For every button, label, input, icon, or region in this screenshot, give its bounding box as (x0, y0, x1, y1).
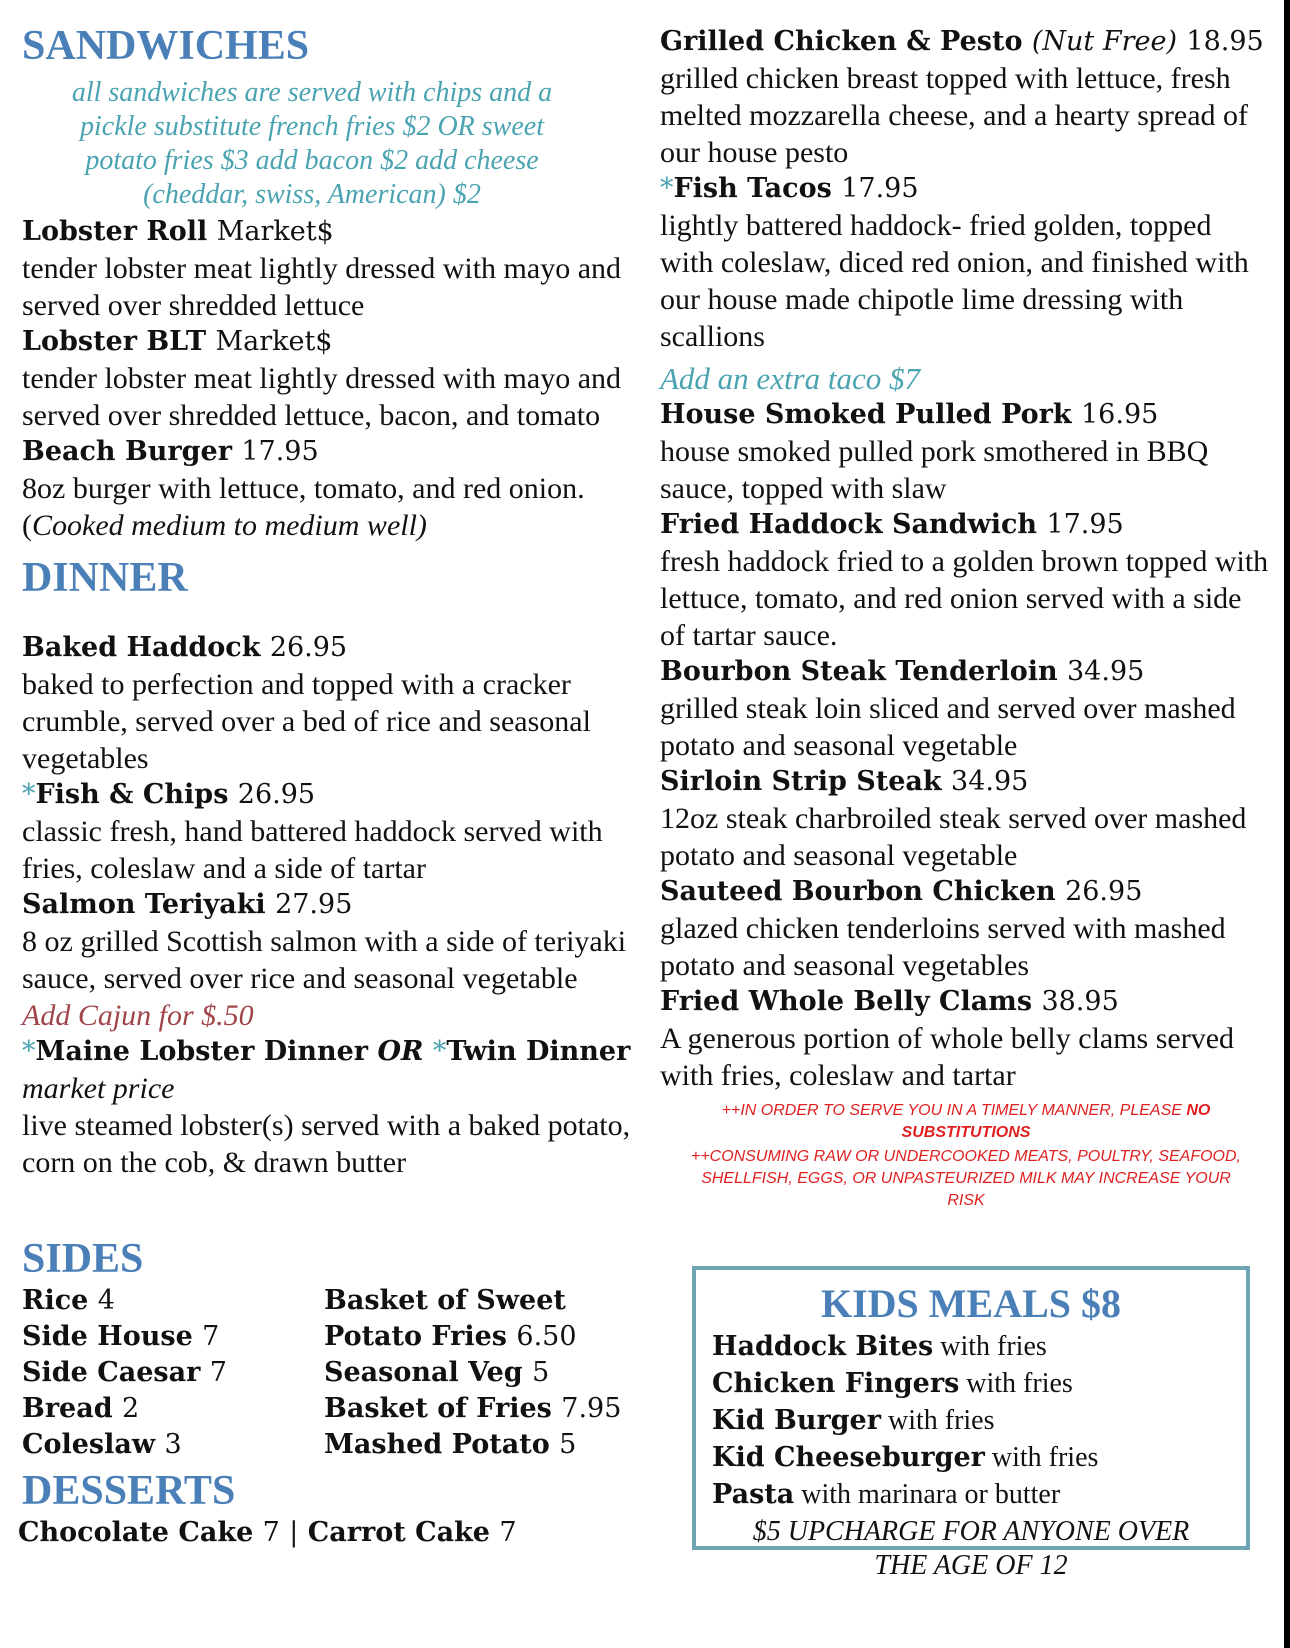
left-column (18, 0, 632, 1551)
item-price: 34.95 (1067, 656, 1145, 687)
menu-item (660, 24, 1272, 171)
sandwiches-heading: SANDWICHES (22, 23, 310, 69)
item-name: Bourbon Steak Tenderloin (660, 656, 1058, 687)
menu-item (22, 777, 632, 887)
menu-item (22, 887, 632, 1034)
menu-item (660, 654, 1272, 764)
dinner-heading: DINNER (22, 555, 188, 601)
item-price: 26.95 (1065, 876, 1143, 907)
item-desc: 8 oz grilled Scottish salmon with a side of teriyaki sauce, served over rice and seasonal vegetable (22, 925, 627, 995)
side-item: Side House 7 (22, 1321, 220, 1352)
item-name: Salmon Teriyaki (22, 889, 266, 920)
item-price: Market$ (215, 326, 333, 357)
kids-upcharge: $5 UPCHARGE FOR ANYONE OVER THE AGE OF 12 (752, 1516, 1190, 1581)
kids-heading: KIDS MEALS $8 (820, 1281, 1122, 1326)
desserts-line (18, 1515, 632, 1551)
star-marker: * (660, 173, 674, 204)
item-desc: grilled chicken breast topped with lettuce, fresh melted mozzarella cheese, and a hearty spread of our house pesto (660, 62, 1249, 169)
menu-item (660, 984, 1272, 1094)
item-price: 38.95 (1041, 986, 1119, 1017)
side-item: Basket of Sweet (324, 1285, 566, 1316)
no-substitutions-notice: ++IN ORDER TO SERVE YOU IN A TIMELY MANNER, PLEASE NO SUBSTITUTIONS (721, 1102, 1211, 1141)
star-marker: * (22, 779, 36, 810)
kids-item: Haddock Bites with fries (712, 1331, 1047, 1362)
kids-item: Kid Cheeseburger with fries (712, 1442, 1099, 1473)
item-desc: house smoked pulled pork smothered in BBQ sauce, topped with slaw (660, 435, 1209, 505)
kids-meals-box (692, 1266, 1250, 1581)
menu-item (660, 874, 1272, 984)
item-name: Baked Haddock (22, 632, 261, 663)
item-price: market price (22, 1072, 175, 1105)
dessert-name: Carrot Cake (307, 1517, 490, 1548)
side-item: Potato Fries 6.50 (324, 1321, 577, 1352)
right-column (660, 0, 1272, 1212)
item-price: 17.95 (841, 173, 919, 204)
item-price: 17.95 (1046, 509, 1124, 540)
side-item: Basket of Fries 7.95 (324, 1393, 622, 1424)
menu-item (22, 214, 632, 324)
item-desc: tender lobster meat lightly dressed with mayo and served over shredded lettuce, bacon, and tomato (22, 362, 622, 432)
menu-item (22, 1034, 632, 1181)
or-label: OR (377, 1036, 424, 1067)
item-desc: lightly battered haddock- fried golden, topped with coleslaw, diced red onion, and finished with our house made chipotle lime dressing with scallions (660, 209, 1249, 353)
item-desc: 12oz steak charbroiled steak served over mashed potato and seasonal vegetable (660, 802, 1247, 872)
menu-item (22, 630, 632, 777)
item-price: 27.95 (275, 889, 353, 920)
side-item: Rice 4 (22, 1285, 115, 1316)
item-price: 34.95 (951, 766, 1029, 797)
item-name: Fried Whole Belly Clams (660, 986, 1033, 1017)
menu-item (660, 507, 1272, 654)
item-name: Sauteed Bourbon Chicken (660, 876, 1056, 907)
dessert-separator: | (289, 1517, 299, 1548)
sandwiches-note: all sandwiches are served with chips and a pickle substitute french fries $2 OR sweet potato fries $3 add bacon $2 add cheese (cheddar, swiss, American) $2 (71, 77, 553, 210)
item-name: Maine Lobster Dinner (35, 1036, 369, 1067)
dessert-price: 7 (262, 1517, 280, 1548)
desserts-heading: DESSERTS (22, 1468, 236, 1514)
dessert-name: Chocolate Cake (18, 1517, 254, 1548)
item-name: House Smoked Pulled Pork (660, 399, 1072, 430)
kids-item: Chicken Fingers with fries (712, 1368, 1073, 1399)
sides-heading: SIDES (22, 1236, 144, 1282)
item-name-2: Twin Dinner (446, 1036, 631, 1067)
item-desc: glazed chicken tenderloins served with mashed potato and seasonal vegetables (660, 912, 1226, 982)
item-price: 18.95 (1186, 26, 1264, 57)
item-name: Fried Haddock Sandwich (660, 509, 1038, 540)
side-item: Seasonal Veg 5 (324, 1357, 550, 1388)
star-marker: * (432, 1036, 447, 1067)
item-name: Sirloin Strip Steak (660, 766, 942, 797)
item-name: Grilled Chicken & Pesto (660, 26, 1023, 57)
item-desc: grilled steak loin sliced and served over mashed potato and seasonal vegetable (660, 692, 1236, 762)
sides-list (22, 1283, 632, 1463)
item-price: 16.95 (1081, 399, 1159, 430)
cajun-addon: Add Cajun for $.50 (22, 999, 254, 1032)
raw-food-warning: ++CONSUMING RAW OR UNDERCOOKED MEATS, POULTRY, SEAFOOD, SHELLFISH, EGGS, OR UNPASTEURIZED MILK MAY INCREASE YOUR RISK (690, 1148, 1241, 1209)
sides-col-1 (22, 1283, 324, 1463)
menu-item (660, 397, 1272, 507)
side-item: Bread 2 (22, 1393, 140, 1424)
item-desc: tender lobster meat lightly dressed with mayo and served over shredded lettuce (22, 252, 622, 322)
item-desc: classic fresh, hand battered haddock served with fries, coleslaw and a side of tartar (22, 815, 603, 885)
item-name: Lobster Roll (22, 216, 208, 247)
item-price: Market$ (216, 216, 334, 247)
item-desc: fresh haddock fried to a golden brown topped with lettuce, tomato, and red onion served with a side of tartar sauce. (660, 545, 1269, 652)
item-desc: baked to perfection and topped with a cracker crumble, served over a bed of rice and seasonal vegetables (22, 668, 591, 775)
side-item: Side Caesar 7 (22, 1357, 227, 1388)
star-marker: * (22, 1036, 36, 1067)
menu-item (22, 434, 632, 544)
menu-item (22, 324, 632, 434)
item-name: Lobster BLT (22, 326, 207, 357)
item-price: 17.95 (241, 436, 319, 467)
extra-taco-note: Add an extra taco $7 (660, 361, 921, 396)
item-desc: A generous portion of whole belly clams served with fries, coleslaw and tartar (660, 1022, 1235, 1092)
side-item: Coleslaw 3 (22, 1429, 182, 1460)
item-desc-italic: Cooked medium to medium well) (32, 509, 427, 542)
sides-col-2 (324, 1283, 632, 1463)
item-desc: 8oz burger with lettuce, tomato, and red onion. ( (22, 472, 585, 542)
item-name: Fish & Chips (35, 779, 229, 810)
item-name: Fish Tacos (673, 173, 832, 204)
kids-item: Pasta with marinara or butter (712, 1479, 1061, 1510)
item-name: Beach Burger (22, 436, 232, 467)
dessert-price: 7 (499, 1517, 517, 1548)
item-price: 26.95 (269, 632, 348, 663)
item-note: (Nut Free) (1031, 26, 1177, 57)
side-item: Mashed Potato 5 (324, 1429, 577, 1460)
menu-item (660, 764, 1272, 874)
item-desc: live steamed lobster(s) served with a baked potato, corn on the cob, & drawn butter (22, 1109, 631, 1179)
kids-item: Kid Burger with fries (712, 1405, 995, 1436)
menu-item (660, 171, 1272, 397)
item-price: 26.95 (237, 779, 316, 810)
